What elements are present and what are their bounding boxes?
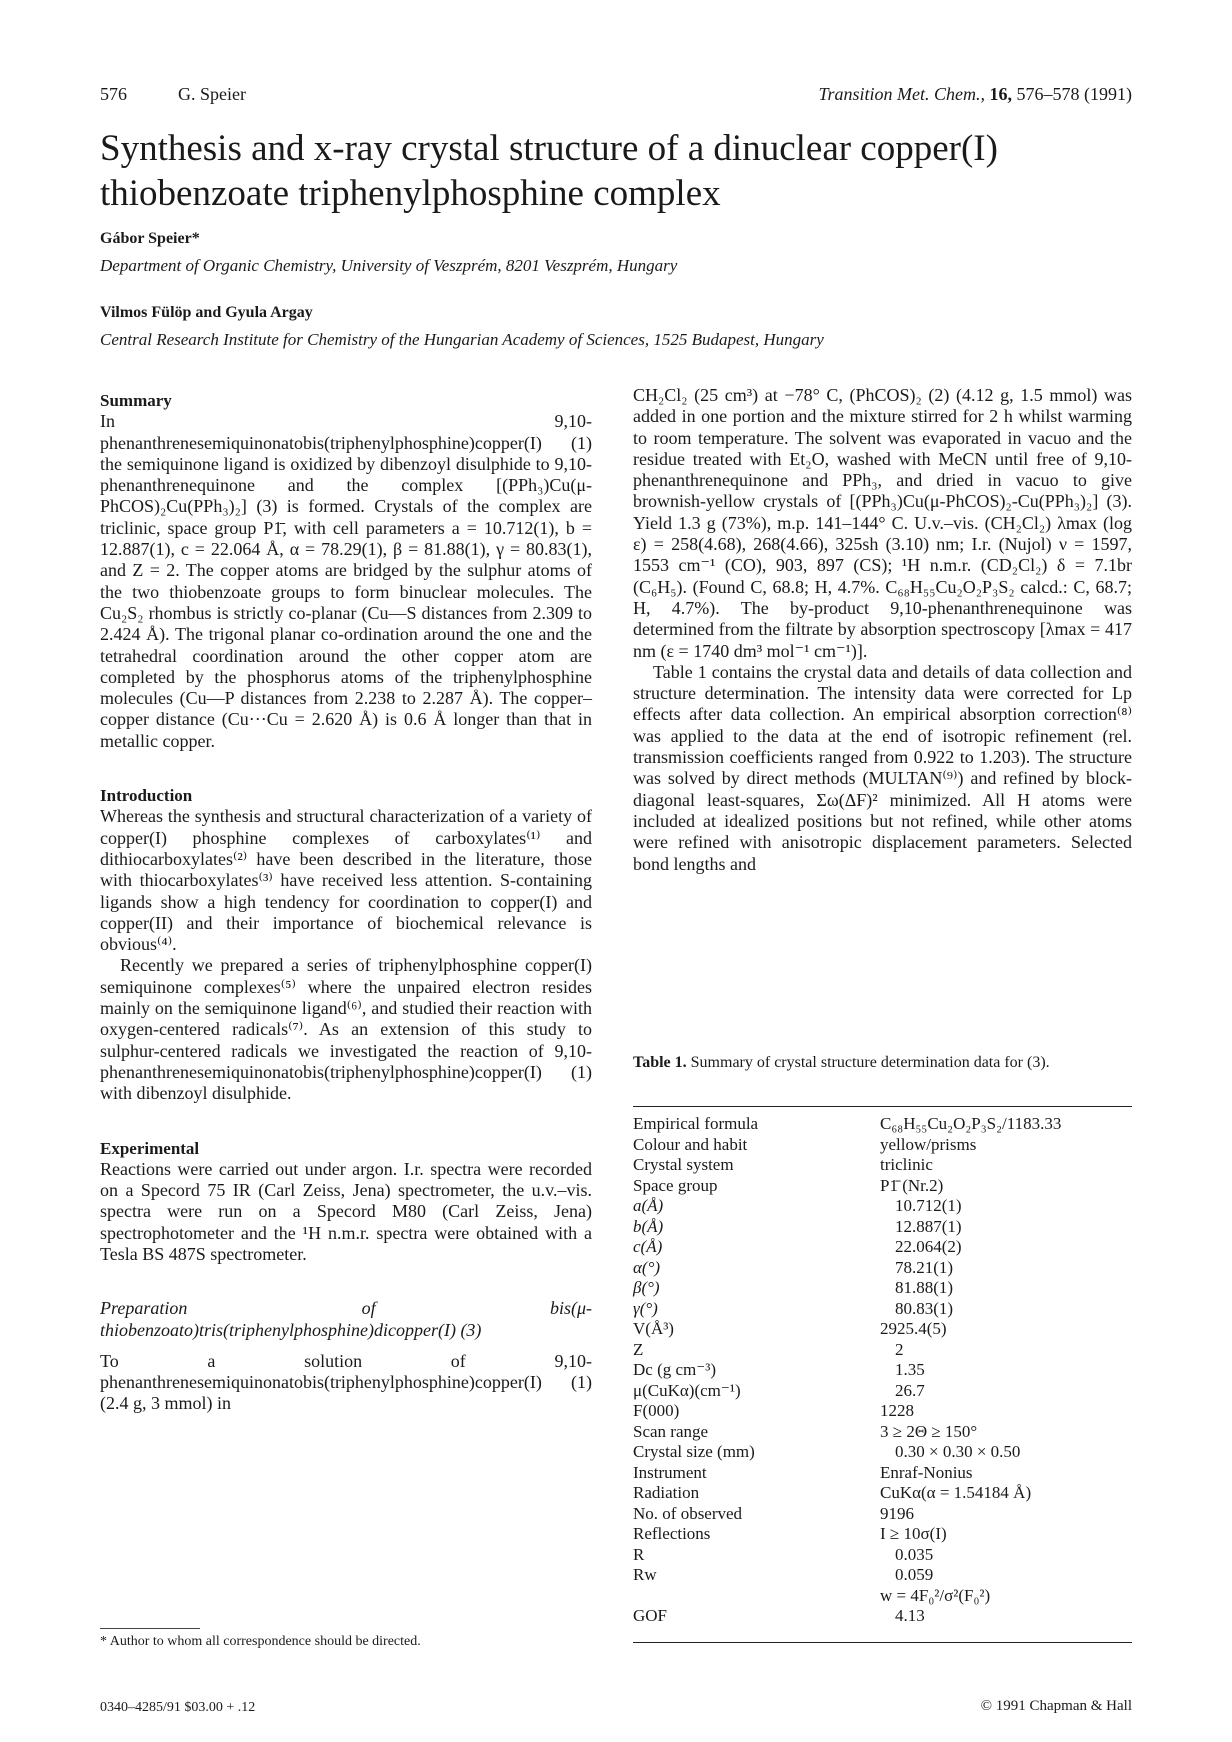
table-row-value: 10.712(1) — [895, 1196, 962, 1215]
preparation-heading: Preparation of bis(μ-thiobenzoato)tris(triphenylphosphine)dicopper(I) (3) — [100, 1298, 592, 1340]
table-row-value: 80.83(1) — [895, 1298, 954, 1318]
table-row-label: Scan range — [633, 1421, 709, 1441]
table-top-rule — [633, 1106, 1132, 1107]
table-row-value: 26.7 — [895, 1380, 925, 1400]
table-row-value: 2 — [895, 1339, 904, 1359]
structure-paragraph: Table 1 contains the crystal data and details of data collection and structure determination. The intensity data were corrected for Lp effects after data collection. An empirical absorption correction⁽⁸⁾ was applied to the data at the end of isotropic refinement (rel. transmission coefficients ranged from 0.922 to 1.203). The structure was solved by direct methods (MULTAN⁽⁹⁾) and refined by block-diagonal least-squares, Σω(ΔF)² minimized. All H atoms were included at idealized positions but not refined, while other atoms were refined with anisotropic displacement parameters. Selected bond lengths and — [633, 661, 1132, 874]
page-number: 576 — [100, 84, 127, 104]
table-row-value: Enraf-Nonius — [880, 1462, 973, 1482]
table-row — [633, 1586, 1132, 1607]
footnote: * Author to whom all correspondence should be directed. — [100, 1634, 421, 1649]
table-row-label: Crystal size (mm) — [633, 1442, 755, 1461]
table-row-label: α(°) — [633, 1257, 661, 1277]
table-row — [633, 1483, 1132, 1504]
table-row-value: 1228 — [880, 1401, 914, 1420]
table-row — [633, 1278, 1132, 1299]
table-row-value: 4.13 — [895, 1606, 925, 1625]
table-row — [633, 1114, 1132, 1135]
journal-citation — [818, 84, 1132, 105]
copyright: © 1991 Chapman & Hall — [980, 1698, 1132, 1714]
table-row-label: Dc (g cm⁻³) — [633, 1360, 716, 1379]
table-row — [633, 1340, 1132, 1361]
journal-volume: 16, — [989, 84, 1012, 104]
table-row — [633, 1463, 1132, 1484]
affiliation-2: Central Research Institute for Chemistry of the Hungarian Academy of Sciences, 1525 Budapest, Hungary — [100, 330, 824, 349]
table-row-value: 0.059 — [895, 1565, 934, 1584]
table-row-label: Rw — [633, 1565, 657, 1584]
table-row — [633, 1442, 1132, 1463]
table-bottom-rule — [633, 1642, 1132, 1643]
table-row-value: triclinic — [880, 1155, 933, 1174]
table-row-label: β(°) — [633, 1278, 660, 1297]
experimental-heading: Experimental — [100, 1138, 200, 1158]
table-row — [633, 1319, 1132, 1340]
table-row-value: 1.35 — [895, 1360, 925, 1379]
table-row — [633, 1258, 1132, 1279]
table-row-label: Crystal system — [633, 1155, 734, 1174]
table-row-label: Radiation — [633, 1483, 700, 1502]
table-row-value: 78.21(1) — [895, 1257, 954, 1277]
table-caption-label: Table 1. — [633, 1054, 687, 1071]
table-row-value: 12.887(1) — [895, 1216, 962, 1236]
introduction-heading: Introduction — [100, 786, 193, 806]
issn-price: 0340–4285/91 $03.00 + .12 — [100, 1700, 256, 1715]
table-row-value: I ≥ 10σ(I) — [880, 1524, 947, 1543]
author-names-2: Vilmos Fülöp and Gyula Argay — [100, 304, 313, 321]
table-row — [633, 1196, 1132, 1217]
table-row-label: a(Å) — [633, 1196, 664, 1215]
experimental-paragraph-1: Reactions were carried out under argon. I.r. spectra were recorded on a Specord 75 IR (Carl Zeiss, Jena) spectrometer, the u.v.–vis. spectra were run on a Specord M80 (Carl Zeiss, Jena) spectrophotometer and the ¹H n.m.r. spectra were obtained with a Tesla BS 487S spectrometer. — [100, 1158, 592, 1264]
table-row-label: γ(°) — [633, 1298, 658, 1318]
table-row-label: b(Å) — [633, 1216, 664, 1236]
table-row-label: c(Å) — [633, 1237, 663, 1256]
footnote-rule — [100, 1628, 200, 1629]
introduction-paragraph-1: Whereas the synthesis and structural characterization of a variety of copper(I) phosphine complexes of carboxylates⁽¹⁾ and dithiocarboxylates⁽²⁾ have been described in the literature, those with thiocarboxylates⁽³⁾ have received less attention. S-containing ligands show a high tendency for coordination to copper(I) and copper(II) and their importance of biochemical relevance is obvious⁽⁴⁾. — [100, 806, 592, 955]
table-row-label: Colour and habit — [633, 1134, 748, 1154]
table-row — [633, 1565, 1132, 1586]
table-row — [633, 1401, 1132, 1422]
table-row — [633, 1606, 1132, 1627]
table-row-value: 0.035 — [895, 1544, 934, 1564]
table-row-value: w = 4F₀²/σ²(F₀²) — [880, 1585, 991, 1605]
table-row-value: P1̄ (Nr.2) — [880, 1175, 944, 1195]
table-row-value: 81.88(1) — [895, 1278, 954, 1297]
table-row-value: 0.30 × 0.30 × 0.50 — [895, 1442, 1021, 1461]
table-row — [633, 1381, 1132, 1402]
table-row-label: F(000) — [633, 1401, 680, 1420]
crystal-data-table — [633, 1114, 1132, 1627]
table-row — [633, 1237, 1132, 1258]
table-row — [633, 1299, 1132, 1320]
table-row-label: R — [633, 1544, 645, 1564]
synthesis-paragraph: CH₂Cl₂ (25 cm³) at −78° C, (PhCOS)₂ (2) (4.12 g, 1.5 mmol) was added in one portion and the mixture stirred for 2 h whilst warming to room temperature. The solvent was evaporated in vacuo and the residue treated with Et₂O, washed with MeCN until free of 9,10-phenanthrenequinone and PPh₃, and dried in vacuo to give brownish-yellow crystals of [(PPh₃)Cu(μ-PhCOS)₂-Cu(PPh₃)₂] (3). Yield 1.3 g (73%), m.p. 141–144° C. U.v.–vis. (CH₂Cl₂) λmax (log ε) = 258(4.68), 268(4.66), 325sh (3.10) nm; I.r. (Nujol) ν = 1597, 1553 cm⁻¹ (CO), 903, 897 (CS); ¹H n.m.r. (CD₂Cl₂) δ = 7.1br (C₆H₅). (Found C, 68.8; H, 4.7%. C₆₈H₅₅Cu₂O₂P₃S₂ calcd.: C, 68.7; H, 4.7%). The by-product 9,10-phenanthrenequinone was determined from the filtrate by absorption spectroscopy [λmax = 417 nm (ε = 1740 dm³ mol⁻¹ cm⁻¹)]. — [633, 385, 1132, 661]
summary-text: In 9,10-phenanthrenesemiquinonatobis(triphenylphosphine)copper(I) (1) the semiquinone ligand is oxidized by dibenzoyl disulphide to 9,10-phenanthrenequinone and the complex [(PPh₃)Cu(μ-PhCOS)₂Cu(PPh₃)₂] (3) is formed. Crystals of the complex are triclinic, space group P1̄, with cell parameters a = 10.712(1), b = 12.887(1), c = 22.064 Å, α = 78.29(1), β = 81.88(1), γ = 80.83(1), and Z = 2. The copper atoms are bridged by the sulphur atoms of the two thiobenzoate groups to form binuclear molecules. The Cu₂S₂ rhombus is strictly co-planar (Cu—S distances from 2.309 to 2.424 Å). The trigonal planar co-ordination around the one and the tetrahedral coordination around the other copper atom are completed by the phosphorus atoms of the triphenylphosphine molecules (Cu—P distances from 2.238 to 2.287 Å). The copper–copper distance (Cu···Cu = 2.620 Å) is 0.6 Å longer than that in metallic copper. — [100, 411, 592, 751]
table-row — [633, 1504, 1132, 1525]
journal-pages-year: 576–578 (1991) — [1016, 84, 1132, 104]
table-row — [633, 1155, 1132, 1176]
table-row-value: 22.064(2) — [895, 1237, 962, 1256]
left-column — [100, 390, 592, 1415]
table-row-label: GOF — [633, 1606, 668, 1625]
table-row — [633, 1545, 1132, 1566]
table-row — [633, 1135, 1132, 1156]
table-row — [633, 1422, 1132, 1443]
table-row-label: Empirical formula — [633, 1114, 759, 1133]
introduction-paragraph-2: Recently we prepared a series of triphenylphosphine copper(I) semiquinone complexes⁽⁵⁾ where the unpaired electron resides mainly on the semiquinone ligand⁽⁶⁾, and studied their reaction with oxygen-centered radicals⁽⁷⁾. As an extension of this study to sulphur-centered radicals we investigated the reaction of 9,10-phenanthrenesemiquinonatobis(triphenylphosphine)copper(I) (1) with dibenzoyl disulphide. — [100, 955, 592, 1104]
journal-name: Transition Met. Chem., — [818, 84, 985, 104]
table-row-value: C₆₈H₅₅Cu₂O₂P₃S₂/1183.33 — [880, 1114, 1062, 1133]
table-row — [633, 1176, 1132, 1197]
table-row-label: Reflections — [633, 1524, 711, 1543]
table-row-value: 9196 — [880, 1503, 914, 1523]
table-row-label: Instrument — [633, 1462, 707, 1482]
right-column — [633, 385, 1132, 875]
table-row-label: No. of observed — [633, 1503, 743, 1523]
table-row — [633, 1217, 1132, 1238]
table-row-label: μ(CuKα)(cm⁻¹) — [633, 1380, 741, 1400]
table-row — [633, 1360, 1132, 1381]
table-row-value: 3 ≥ 2Θ ≥ 150° — [880, 1421, 978, 1441]
author-names-1: Gábor Speier* — [100, 230, 200, 247]
table-caption-text: Summary of crystal structure determination data for (3). — [690, 1054, 1050, 1071]
table-row — [633, 1524, 1132, 1545]
table-row-label: Z — [633, 1339, 644, 1359]
table-row-label: Space group — [633, 1175, 718, 1195]
running-author: G. Speier — [178, 84, 246, 104]
table-row-value: yellow/prisms — [880, 1134, 977, 1154]
table-caption — [633, 1052, 1132, 1073]
article-title: Synthesis and x-ray crystal structure of a dinuclear copper(I) thiobenzoate triphenylphosphine complex — [100, 128, 998, 214]
running-header — [100, 84, 1132, 110]
affiliation-1: Department of Organic Chemistry, University of Veszprém, 8201 Veszprém, Hungary — [100, 256, 678, 275]
table-row-value: 2925.4(5) — [880, 1319, 947, 1338]
summary-heading: Summary — [100, 391, 172, 410]
table-row-label: V(Å³) — [633, 1319, 674, 1338]
table-row-value: CuKα(α = 1.54184 Å) — [880, 1483, 1032, 1502]
experimental-paragraph-2: To a solution of 9,10-phenanthrenesemiquinonatobis(triphenylphosphine)copper(I) (1) (2.4 g, 3 mmol) in — [100, 1350, 592, 1414]
